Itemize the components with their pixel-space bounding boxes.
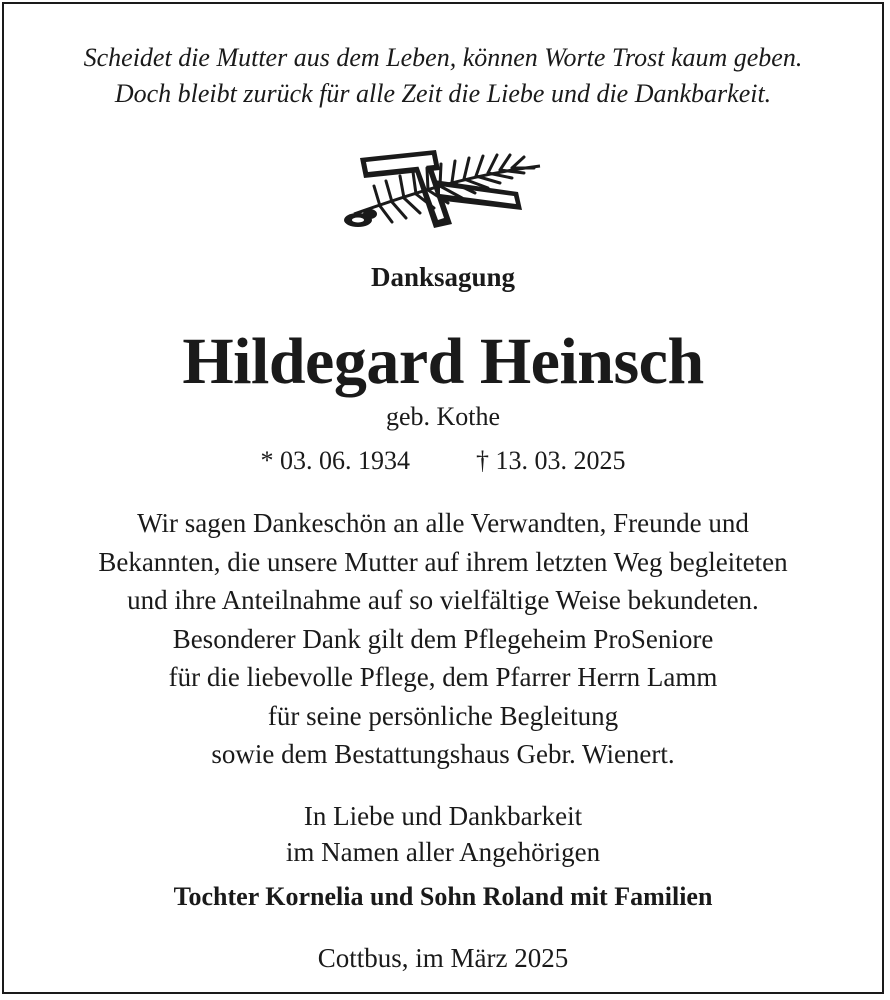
quote-line-2: Doch bleibt zurück für alle Zeit die Liebe und die Dankbarkeit. xyxy=(114,79,772,108)
obituary-notice xyxy=(2,2,884,994)
place-and-date: Cottbus, im März 2025 xyxy=(317,943,569,973)
closing-line-2: im Namen aller Angehörigen xyxy=(285,837,601,867)
deceased-name: Hildegard Heinsch xyxy=(182,325,704,398)
maiden-name: geb. Kothe xyxy=(385,402,501,431)
death-date: † 13. 03. 2025 xyxy=(476,446,626,475)
body-line-6: für seine persönliche Begleitung xyxy=(267,700,619,731)
body-line-2: Bekannten, die unsere Mutter auf ihrem letzten Weg begleiteten xyxy=(98,546,788,577)
body-line-7: sowie dem Bestattungshaus Gebr. Wienert. xyxy=(211,739,675,769)
life-dates xyxy=(4,444,882,478)
body-line-5: für die liebevolle Pflege, dem Pfarrer Herrn Lamm xyxy=(168,662,718,692)
body-line-3: und ihre Anteilnahme auf so vielfältige Weise bekundeten. xyxy=(127,585,759,615)
quote-line-1: Scheidet die Mutter aus dem Leben, können Worte Trost kaum geben. xyxy=(83,43,803,72)
family-signature: Tochter Kornelia und Sohn Roland mit Familien xyxy=(173,882,713,911)
birth-date: * 03. 06. 1934 xyxy=(260,446,410,475)
body-line-1: Wir sagen Dankeschön an alle Verwandten, Freunde und xyxy=(137,508,749,538)
heading-danksagung: Danksagung xyxy=(370,262,516,292)
thank-you-text xyxy=(4,504,882,774)
closing-words xyxy=(4,798,882,870)
memorial-quote xyxy=(4,40,882,112)
cross-with-palm-branch-icon xyxy=(340,148,544,234)
body-line-4: Besonderer Dank gilt dem Pflegeheim ProSeniore xyxy=(172,623,714,654)
closing-line-1: In Liebe und Dankbarkeit xyxy=(303,801,583,831)
